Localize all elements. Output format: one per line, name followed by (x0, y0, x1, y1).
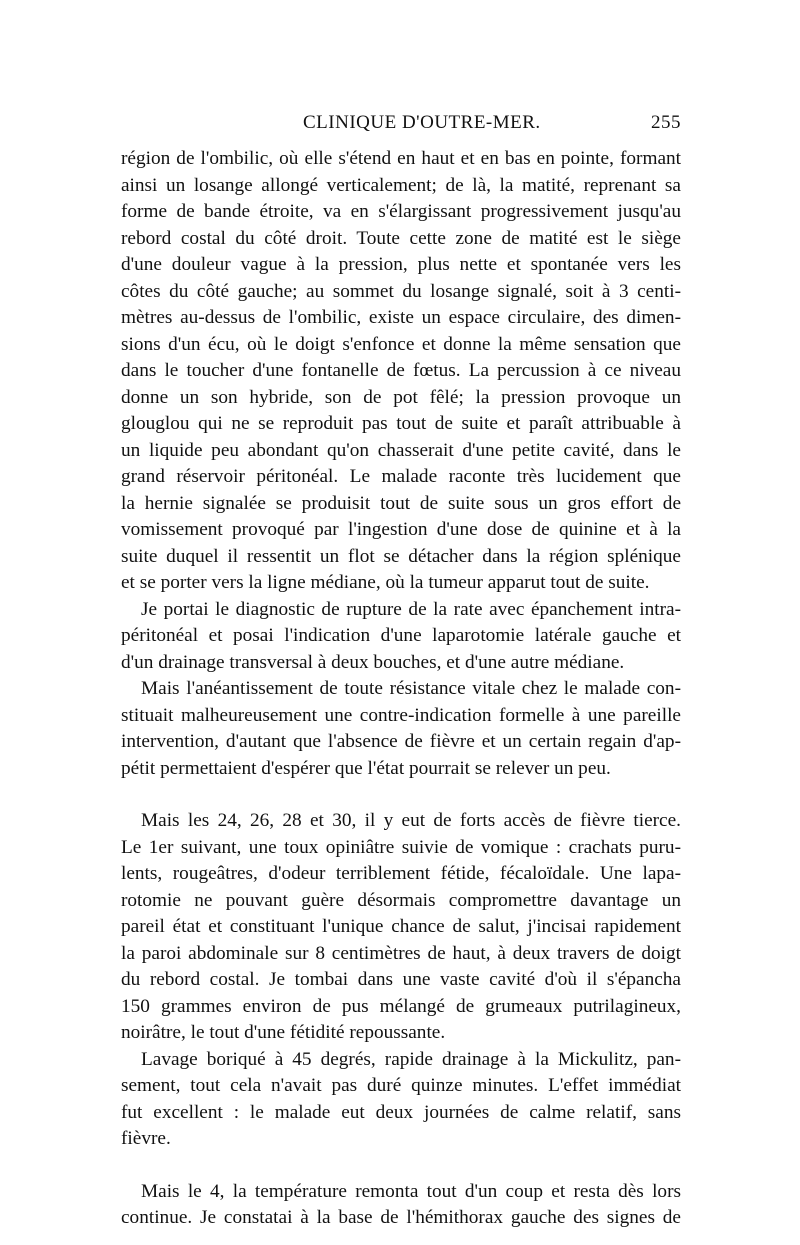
paragraph-gap (121, 1153, 681, 1179)
text-line: dans le toucher d'une fontanelle de fœtus. La percussion à ce niveau (121, 360, 681, 381)
page-header (121, 112, 681, 142)
text-line: d'un drainage transversal à deux bouches, et d'une autre médiane. (121, 651, 625, 673)
text-line: rebord costal du côté droit. Toute cette zone de matité est le siège (121, 227, 681, 249)
text-line: Je portai le diagnostic de rupture de la rate avec épanchement intra- (141, 598, 681, 620)
text-line: du rebord costal. Je tombai dans une vaste cavité d'où il s'épancha (121, 969, 681, 990)
text-line: la hernie signalée se produisit tout de suite sous un gros effort de (121, 492, 681, 514)
text-line: ainsi un losange allongé verticalement; de là, la matité, reprenant sa (121, 174, 681, 196)
paragraph (121, 597, 681, 677)
text-line: sions d'un écu, où le doigt s'enfonce et donne la même sensation que (121, 333, 681, 355)
text-line: vomissement provoqué par l'ingestion d'une dose de quinine et à la (121, 519, 681, 540)
paragraph (121, 1179, 681, 1232)
text-line: noirâtre, le tout d'une fétidité repoussante. (121, 1022, 446, 1043)
text-line: continue. Je constatai à la base de l'hémithorax gauche des signes de (121, 1207, 681, 1228)
text-line: donne un son hybride, son de pot fêlé; la pression provoque un (121, 386, 681, 408)
text-line: fièvre. (121, 1128, 171, 1149)
paragraph (121, 1047, 681, 1153)
paragraph (121, 146, 681, 597)
paragraph (121, 676, 681, 782)
text-line: stituait malheureusement une contre-indication formelle à une pareille (121, 704, 681, 726)
text-line: suite duquel il ressentit un flot se détacher dans la région splénique (121, 545, 681, 567)
text-line: Le 1er suivant, une toux opiniâtre suivie de vomique : crachats puru- (121, 836, 681, 858)
text-line: lents, rougeâtres, d'odeur terriblement fétide, fécaloïdale. Une lapa- (121, 863, 681, 884)
paragraph (121, 808, 681, 1047)
text-line: d'une douleur vague à la pression, plus nette et spontanée vers les (121, 254, 681, 275)
text-line: grand réservoir péritonéal. Le malade raconte très lucidement que (121, 466, 681, 487)
text-line: glouglou qui ne se reproduit pas tout de suite et paraît attribuable à (121, 413, 681, 434)
text-line: Mais l'anéantissement de toute résistance vitale chez le malade con- (141, 678, 681, 699)
body-text (121, 146, 681, 1232)
text-line: la paroi abdominale sur 8 centimètres de haut, à deux travers de doigt (121, 942, 681, 964)
text-line: rotomie ne pouvant guère désormais compromettre davantage un (121, 889, 681, 911)
text-line: Lavage boriqué à 45 degrés, rapide drainage à la Mickulitz, pan- (141, 1048, 681, 1070)
text-line: Mais les 24, 26, 28 et 30, il y eut de forts accès de fièvre tierce. (141, 810, 681, 831)
text-line: côtes du côté gauche; au sommet du losange signalé, soit à 3 centi- (121, 280, 681, 302)
text-line: intervention, d'autant que l'absence de fièvre et un certain regain d'ap- (121, 731, 681, 752)
text-line: mètres au-dessus de l'ombilic, existe un espace circulaire, des dimen- (121, 307, 681, 328)
text-line: péritonéal et posai l'indication d'une laparotomie latérale gauche et (121, 625, 681, 646)
running-title: CLINIQUE D'OUTRE-MER. (303, 112, 541, 133)
text-line: forme de bande étroite, va en s'élargissant progressivement jusqu'au (121, 201, 681, 222)
text-line: région de l'ombilic, où elle s'étend en haut et en bas en pointe, formant (121, 148, 681, 169)
text-line: pareil état et constituant l'unique chance de salut, j'incisai rapidement (121, 916, 681, 937)
text-line: pétit permettaient d'espérer que l'état pourrait se relever un peu. (121, 757, 611, 779)
paragraph-gap (121, 782, 681, 808)
text-line: fut excellent : le malade eut deux journées de calme relatif, sans (121, 1101, 681, 1123)
text-line: et se porter vers la ligne médiane, où la tumeur apparut tout de suite. (121, 572, 650, 593)
text-line: un liquide peu abondant qu'on chasserait d'une petite cavité, dans le (121, 439, 681, 461)
text-line: sement, tout cela n'avait pas duré quinze minutes. L'effet immédiat (121, 1075, 681, 1096)
page-number: 255 (651, 112, 681, 133)
text-line: Mais le 4, la température remonta tout d'un coup et resta dès lors (141, 1180, 681, 1202)
text-line: 150 grammes environ de pus mélangé de grumeaux putrilagineux, (121, 995, 681, 1017)
